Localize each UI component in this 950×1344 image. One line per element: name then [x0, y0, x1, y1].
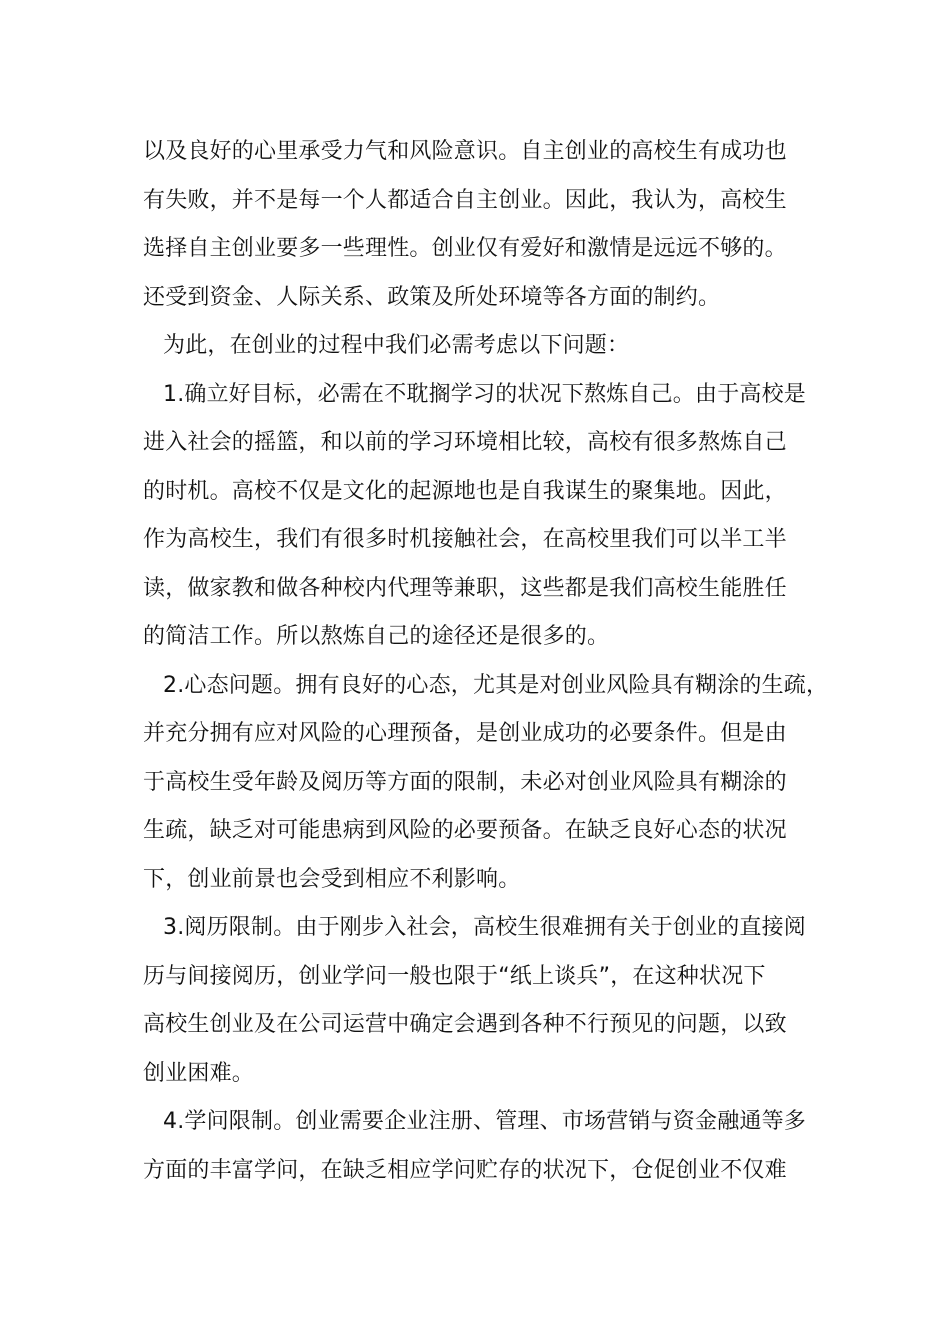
text-line: 的简洁工作。所以熬炼自己的途径还是很多的。 [143, 624, 610, 649]
text-line: 方面的丰富学问，在缺乏相应学问贮存的状况下，仓促创业不仅难 [143, 1157, 787, 1183]
text-line: 还受到资金、人际关系、政策及所处环境等各方面的制约。 [143, 284, 721, 310]
text-line: 以及良好的心里承受力气和风险意识。自主创业的高校生有成功也 [143, 139, 787, 164]
paragraph-intro-line: 为此，在创业的过程中我们必需考虑以下问题： [163, 333, 630, 358]
point-1-line: 1.确立好目标，必需在不耽搁学习的状况下熬炼自己。由于高校是 [163, 381, 806, 407]
text-line: 有失败，并不是每一个人都适合自主创业。因此，我认为，高校生 [143, 187, 787, 213]
text-line: 作为高校生，我们有很多时机接触社会，在高校里我们可以半工半 [143, 527, 787, 552]
text-line: 生疏，缺乏对可能患病到风险的必要预备。在缺乏良好心态的状况 [143, 818, 787, 843]
text-line: 下，创业前景也会受到相应不利影响。 [143, 866, 521, 892]
point-3-line: 3.阅历限制。由于刚步入社会，高校生很难拥有关于创业的直接阅 [163, 915, 806, 940]
text-line: 选择自主创业要多一些理性。创业仅有爱好和激情是远远不够的。 [143, 236, 787, 261]
point-2-line: 2.心态问题。拥有良好的心态，尤其是对创业风险具有糊涂的生疏， [163, 672, 829, 698]
text-line: 并充分拥有应对风险的心理预备，是创业成功的必要条件。但是由 [143, 721, 787, 746]
text-line: 进入社会的摇篮，和以前的学习环境相比较，高校有很多熬炼自己 [143, 430, 787, 455]
text-line: 于高校生受年龄及阅历等方面的限制，未必对创业风险具有糊涂的 [143, 769, 787, 795]
text-line: 读，做家教和做各种校内代理等兼职，这些都是我们高校生能胜任 [143, 575, 787, 601]
text-line: 的时机。高校不仅是文化的起源地也是自我谋生的聚集地。因此， [143, 478, 787, 504]
text-line: 高校生创业及在公司运营中确定会遇到各种不行预见的问题，以致 [143, 1012, 787, 1037]
point-4-line: 4.学问限制。创业需要企业注册、管理、市场营销与资金融通等多 [163, 1109, 806, 1134]
document-body [143, 128, 829, 1195]
text-line: 历与间接阅历，创业学问一般也限于“纸上谈兵”，在这种状况下 [143, 963, 766, 989]
text-line: 创业困难。 [143, 1060, 255, 1086]
